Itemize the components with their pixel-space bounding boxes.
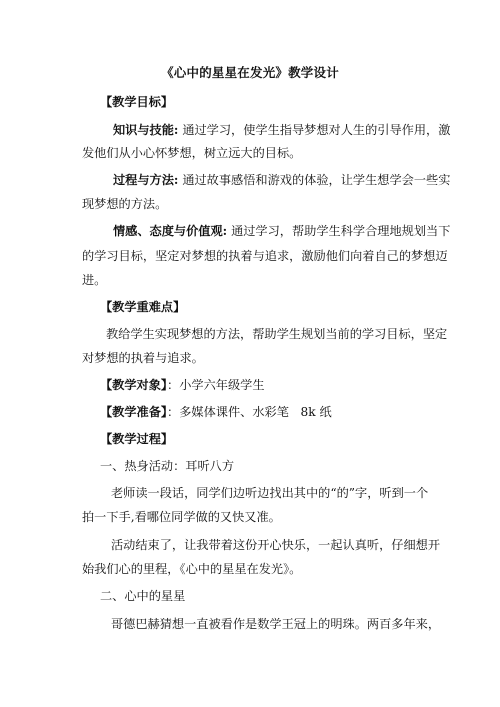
section-1-para-1-line-2: 拍一下手,看哪位同学做的又快又准。 [82,510,281,524]
document-title: 《心中的星星在发光》教学设计 [161,65,339,80]
section-1-para-2-line-2: 始我们心的里程，《心中的星星在发光》。 [82,562,302,576]
emotion-text-1: 通过学习，帮助学生科学合理地规划当下 [231,224,451,238]
process-text-1: 通过故事感悟和游戏的体验，让学生想学会一些实 [182,173,451,187]
emotion-label: 情感、态度与价值观: [113,224,228,238]
emotion-line-3: 进。 [82,273,107,287]
section-2-title: 二、心中的星星 [100,589,186,603]
process-label: 过程与方法: [113,173,179,187]
audience-line [100,377,440,393]
knowledge-text-1: 通过学习，使学生指导梦想对人生的引导作用，激 [182,123,451,137]
section-1-para-2-line-1: 活动结束了，让我带着这份开心快乐，一起认真听，仔细想开 [111,538,441,552]
emotion-line-2: 的学习目标，坚定对梦想的执着与追求，激励他们向着自己的梦想迈 [82,249,448,263]
knowledge-line-1 [113,122,453,138]
key-points-line-2: 对梦想的执着与追求。 [82,351,204,365]
section-1-para-1-line-1: 老师读一段话，同学们边听边找出其中的“的”字，听到一个 [111,486,429,500]
process-line-2: 现梦想的方法。 [82,197,168,211]
process-heading: 【教学过程】 [100,432,174,446]
section-1-title: 一、热身活动：耳听八方 [100,459,235,473]
key-points-line-1: 教给学生实现梦想的方法，帮助学生规划当前的学习目标，坚定 [106,327,448,341]
key-points-heading: 【教学重难点】 [100,300,186,314]
section-2-para-1-line-1: 哥德巴赫猜想一直被看作是数学王冠上的明珠。两百多年来， [111,617,441,631]
prep-line [100,404,440,420]
knowledge-line-2: 发他们从小心怀梦想，树立远大的目标。 [82,146,302,160]
goals-heading: 【教学目标】 [100,95,174,109]
prep-value: ：多媒体课件、水彩笔 8k 纸 [167,405,332,419]
knowledge-label: 知识与技能: [113,123,179,137]
audience-value: ：小学六年级学生 [167,378,265,392]
process-line-1 [113,172,453,188]
audience-label: 【教学对象】 [100,378,168,392]
emotion-line-1 [113,223,453,239]
prep-label: 【教学准备】 [100,405,168,419]
